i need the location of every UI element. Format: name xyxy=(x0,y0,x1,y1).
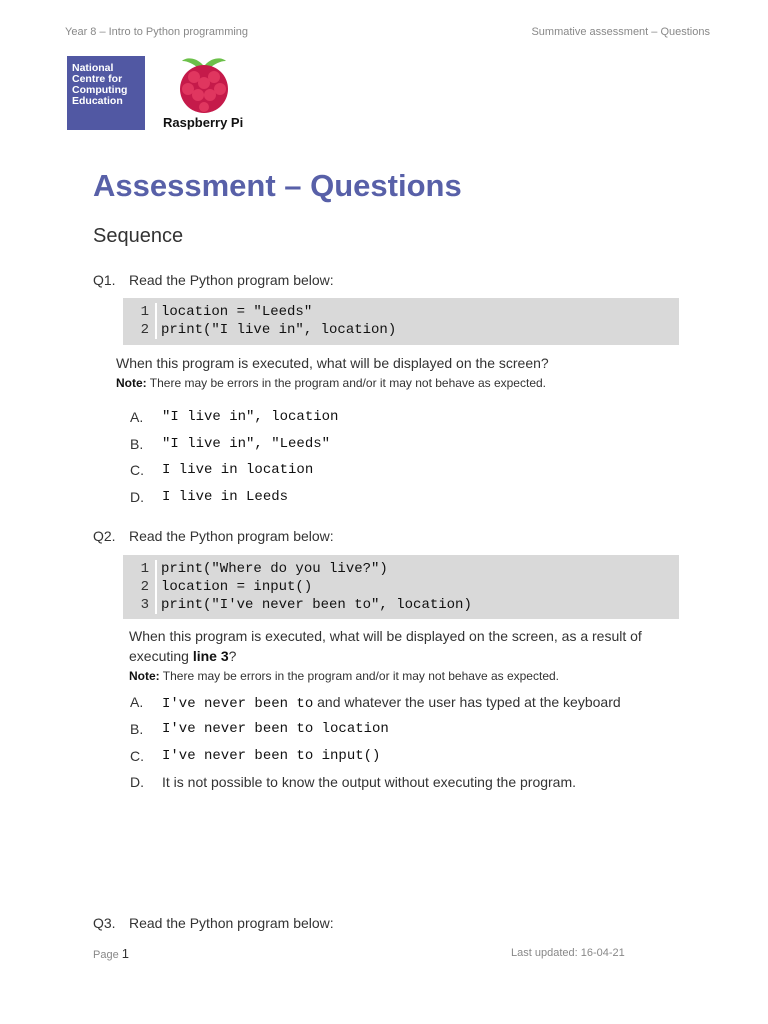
q2-prompt: Read the Python program below: xyxy=(129,528,334,544)
code-line xyxy=(123,578,679,596)
q1-option-c[interactable]: I live in location xyxy=(162,462,314,478)
q2-number: Q2. xyxy=(93,528,116,544)
code-line xyxy=(123,560,679,578)
code-text: print("Where do you live?") xyxy=(161,561,388,577)
q2-question-line: When this program is executed, what will be displayed on the screen, as a result of xyxy=(129,628,642,644)
q2-option-d[interactable]: It is not possible to know the output without executing the program. xyxy=(162,774,577,790)
q2-option-letter: B. xyxy=(130,721,144,737)
note-label: Note: xyxy=(116,376,147,390)
q1-code-block xyxy=(123,298,679,345)
footer-updated: Last updated: 16-04-21 xyxy=(511,947,625,959)
q1-option-d[interactable]: I live in Leeds xyxy=(162,489,289,505)
ncce-logo-line: Centre for xyxy=(72,73,123,85)
line-number: 2 xyxy=(140,579,149,595)
q1-option-letter: A. xyxy=(130,409,144,425)
q2-option-letter: C. xyxy=(130,748,144,764)
code-line xyxy=(123,321,679,339)
page-label: Page xyxy=(93,949,122,961)
q1-prompt: Read the Python program below: xyxy=(129,272,334,288)
note-label: Note: xyxy=(129,669,160,683)
code-text: print("I've never been to", location) xyxy=(161,597,472,613)
page-title: Assessment – Questions xyxy=(93,168,462,203)
option-code: I've never been to xyxy=(162,696,314,712)
q2-option-a[interactable] xyxy=(162,694,621,712)
option-text: and whatever the user has typed at the keyboard xyxy=(313,694,621,710)
code-text: location = input() xyxy=(161,579,313,595)
q2-note xyxy=(129,669,559,683)
raspberry-pi-logo xyxy=(160,55,250,135)
q1-option-a[interactable]: "I live in", location xyxy=(162,409,339,425)
code-line xyxy=(123,596,679,614)
raspberry-pi-label: Raspberry Pi xyxy=(163,115,244,130)
page-number: 1 xyxy=(121,946,129,961)
line-number: 1 xyxy=(140,561,149,577)
q2-option-letter: D. xyxy=(130,774,144,790)
q2-question-part: executing xyxy=(129,648,193,664)
code-text: print("I live in", location) xyxy=(161,322,397,338)
header-left: Year 8 – Intro to Python programming xyxy=(65,26,249,38)
q2-question xyxy=(129,626,689,666)
q2-option-b[interactable]: I've never been to location xyxy=(162,721,389,737)
code-text: location = "Leeds" xyxy=(161,304,313,320)
q1-number: Q1. xyxy=(93,272,116,288)
q3-number: Q3. xyxy=(93,915,116,931)
q1-option-letter: D. xyxy=(130,489,144,505)
q2-option-c[interactable]: I've never been to input() xyxy=(162,748,381,764)
ncce-logo-line: National xyxy=(72,62,114,74)
q2-question-line xyxy=(129,646,689,666)
header-right: Summative assessment – Questions xyxy=(531,26,710,38)
ncce-logo xyxy=(67,56,145,130)
ncce-logo-line: Education xyxy=(72,95,123,107)
footer-page xyxy=(93,946,129,961)
line-number: 2 xyxy=(140,322,149,338)
code-line xyxy=(123,303,679,321)
q1-note xyxy=(116,376,546,390)
ncce-logo-line: Computing xyxy=(72,84,128,96)
line-number: 3 xyxy=(140,597,149,613)
section-heading: Sequence xyxy=(93,225,184,247)
q1-option-letter: B. xyxy=(130,436,144,452)
q1-question: When this program is executed, what will be displayed on the screen? xyxy=(116,355,549,371)
note-text: There may be errors in the program and/or it may not behave as expected. xyxy=(159,669,559,683)
note-text: There may be errors in the program and/or it may not behave as expected. xyxy=(146,376,546,390)
q1-option-b[interactable]: "I live in", "Leeds" xyxy=(162,436,331,452)
q2-question-part: ? xyxy=(228,648,237,664)
q1-option-letter: C. xyxy=(130,462,144,478)
line-number: 1 xyxy=(140,304,149,320)
raspberry-icon xyxy=(160,55,250,115)
q2-code-block xyxy=(123,555,679,619)
q3-prompt: Read the Python program below: xyxy=(129,915,334,931)
q2-option-letter: A. xyxy=(130,694,144,710)
q2-question-bold: line 3 xyxy=(192,648,229,664)
